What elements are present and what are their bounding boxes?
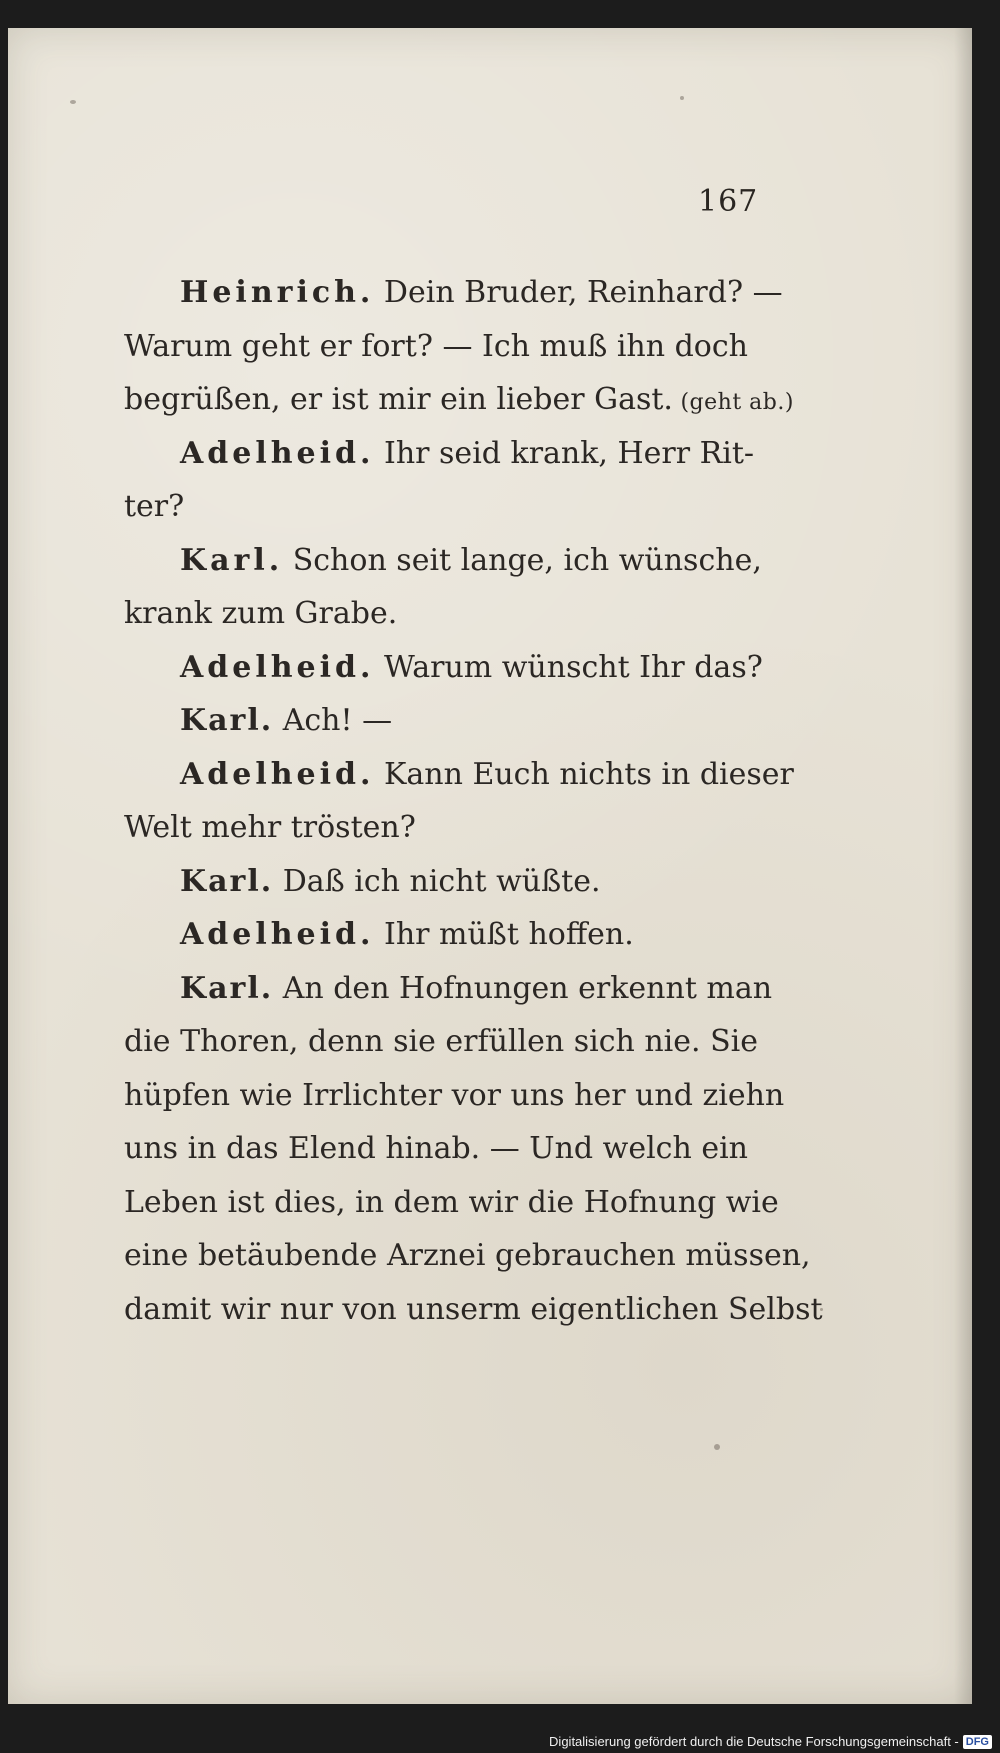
line-text: krank zum Grabe. xyxy=(124,596,398,631)
line-text: Warum wünscht Ihr das? xyxy=(374,649,763,685)
line-text: eine betäubende Arznei gebrauchen müssen, xyxy=(124,1238,811,1273)
speaker-name: Adelheid. xyxy=(180,917,375,952)
line-text: Ihr seid krank, Herr Rit- xyxy=(374,435,755,471)
book-page xyxy=(8,28,972,1704)
text-line-16 xyxy=(124,1069,784,1123)
speaker-name: Karl. xyxy=(180,970,274,1006)
line-text: uns in das Elend hinab. — Und welch ein xyxy=(124,1131,748,1166)
text-line-12 xyxy=(180,855,601,909)
text-line-4 xyxy=(180,427,754,481)
dfg-logo: DFG xyxy=(963,1735,992,1749)
digitization-credit xyxy=(549,1734,992,1749)
text-line-3 xyxy=(124,373,794,430)
page-number: 167 xyxy=(698,184,759,219)
text-line-15 xyxy=(124,1015,758,1069)
line-text: An den Hofnungen erkennt man xyxy=(273,970,773,1006)
speaker-name: Karl. xyxy=(180,863,274,899)
text-line-10 xyxy=(180,748,794,802)
page-edge-shadow xyxy=(954,28,972,1704)
text-line-18 xyxy=(124,1176,779,1230)
text-line-17 xyxy=(124,1122,748,1176)
line-text: Dein Bruder, Reinhard? — xyxy=(374,275,783,310)
speaker-name: Karl. xyxy=(180,703,274,738)
text-line-9 xyxy=(180,694,392,748)
speaker-name: Heinrich. xyxy=(180,275,375,310)
text-line-8 xyxy=(180,641,763,695)
text-line-14 xyxy=(180,962,772,1016)
text-line-19 xyxy=(124,1229,811,1283)
speaker-name: Adelheid. xyxy=(180,756,375,792)
line-text: Schon seit lange, ich wünsche, xyxy=(283,542,762,578)
line-text: ter? xyxy=(124,489,185,524)
text-line-5 xyxy=(124,480,184,534)
stage-direction: (geht ab.) xyxy=(672,390,794,415)
line-text: damit wir nur von unserm eigentlichen Selbst xyxy=(124,1291,823,1327)
line-text: Ach! — xyxy=(273,703,393,738)
line-text: Warum geht er fort? — Ich muß ihn doch xyxy=(124,328,748,364)
speaker-name: Karl. xyxy=(180,542,284,578)
text-line-1 xyxy=(180,266,783,320)
text-line-2 xyxy=(124,320,748,374)
speaker-name: Adelheid. xyxy=(180,435,375,471)
text-line-11 xyxy=(124,801,416,855)
line-text: Daß ich nicht wüßte. xyxy=(273,863,601,899)
line-text: Kann Euch nichts in dieser xyxy=(374,756,794,792)
text-line-20 xyxy=(124,1283,823,1337)
paper-speck xyxy=(714,1444,720,1450)
line-text: Ihr müßt hoffen. xyxy=(374,917,634,952)
text-line-6 xyxy=(180,534,762,588)
line-text: Leben ist dies, in dem wir die Hofnung wie xyxy=(124,1184,779,1220)
paper-speck xyxy=(70,100,76,104)
line-text: die Thoren, denn sie erfüllen sich nie. Sie xyxy=(124,1024,758,1059)
text-line-7 xyxy=(124,587,397,641)
text-line-13 xyxy=(180,908,634,962)
line-text: begrüßen, er ist mir ein lieber Gast. xyxy=(124,382,673,417)
speaker-name: Adelheid. xyxy=(180,649,375,685)
paper-speck xyxy=(680,96,684,100)
credit-text: Digitalisierung gefördert durch die Deutsche Forschungsgemeinschaft - xyxy=(549,1734,959,1749)
line-text: Welt mehr trösten? xyxy=(124,810,416,845)
line-text: hüpfen wie Irrlichter vor uns her und ziehn xyxy=(124,1077,785,1113)
